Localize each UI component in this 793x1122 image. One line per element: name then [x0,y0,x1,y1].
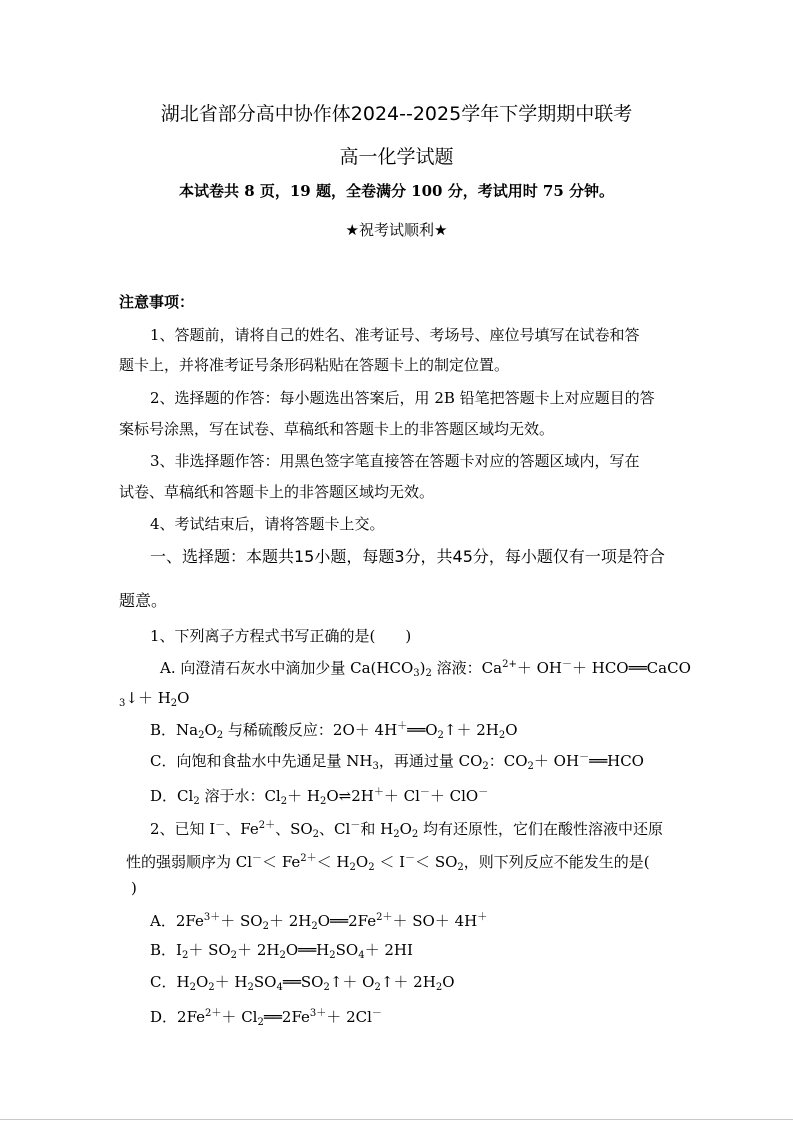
question-2-option-a: A．$2Fe^{3+}+ SO_2+$ $2H_2O══2Fe^{2+}+ SO+ 4H^+$ [150,912,488,932]
section-1-heading: 一、选择题：本题共15小题，每题3分，共45分，每小题仅有一项是符合 [150,547,665,566]
question-2-option-d: D．$2Fe^{2+}+$ $Cl_2══2Fe^{3+}+ 2Cl^-$ [150,1008,382,1028]
note-2-line-2: 案标号涂黑，写在试卷、草稿纸和答题卡上的非答题区域均无效。 [119,420,555,438]
question-1-option-a-cont: $_3$↓＋ $H_2O$ [119,689,190,709]
question-1-option-b: B．$Na_2O_2$ 与稀硫酸反应：$2O+ 4H^+══O_2↑+ 2H_2O$ [150,721,518,741]
question-2-stem-end: ，则下列反应不能发生的是( [463,853,650,871]
question-1-option-d: D．$Cl_2$ 溶于水：$Cl_2+$ $H_2O\rightleftharpoons 2H^++ Cl^-+ ClO^-$ [150,787,489,807]
note-1-line-1: 1、答题前，请将自己的姓名、准考证号、考场号、座位号填写在试卷和答 [150,326,640,344]
question-1-option-c: C．向饱和食盐水中先通足量 $NH_3$，再通过量 $CO_2$：$CO_2+$ OH－══HCO [150,752,644,772]
note-2-line-1: 2、选择题的作答：每小题选出答案后，用 2B 铅笔把答题卡上对应题目的答 [150,389,655,407]
note-3-line-2: 试卷、草稿纸和答题卡上的非答题区域均无效。 [119,483,435,501]
section-1-heading-cont: 题意。 [119,591,168,610]
note-1-line-2: 题卡上，并将准考证号条形码粘贴在答题卡上的制定位置。 [119,356,510,374]
question-2-option-b: B．$I_2+ SO_2+$ $2H_2O══H_2SO_4+ 2HI$ [150,941,413,961]
question-2-stem-line-2: 性的强弱顺序为 $Cl^-< Fe^{2+}< H_2O_2 < I^-< SO_2$，则下列反应不能发生的是( [126,853,650,873]
question-2-stem-line-1: 2、已知 I－、$Fe^{2+}$、$SO_2$、Cl－和 $H_2O_2$ 均有还原性，它们在酸性溶液中还原 [150,820,664,840]
question-1-option-a: A. 向澄清石灰水中滴加少量 $Ca(HCO_3)_2$ 溶液：$Ca^{2+}+ OH^-+$ HCO══CaCO [160,659,691,679]
page-bottom-divider [0,1119,793,1120]
exam-title: 湖北省部分高中协作体2024--2025学年下学期期中联考 [160,103,633,125]
exam-info: 本试卷共 8 页，19 题，全卷满分 100 分，考试用时 75 分钟。 [178,182,615,200]
exam-blessing: ★祝考试顺利★ [345,221,448,239]
note-4: 4、考试结束后，请将答题卡上交。 [150,515,385,533]
question-2-stem-line-3: ) [131,879,137,897]
note-3-line-1: 3、非选择题作答：用黑色签字笔直接答在答题卡对应的答题区域内，写在 [150,452,640,470]
question-2-option-c: C．$H_2O_2+$ $H_2SO_4══SO_2↑+$ $O_2↑+ 2H_2O$ [150,973,455,993]
notes-heading: 注意事项： [119,293,195,311]
question-1-stem: 1、下列离子方程式书写正确的是( ) [150,627,412,645]
exam-subtitle: 高一化学试题 [339,146,454,168]
